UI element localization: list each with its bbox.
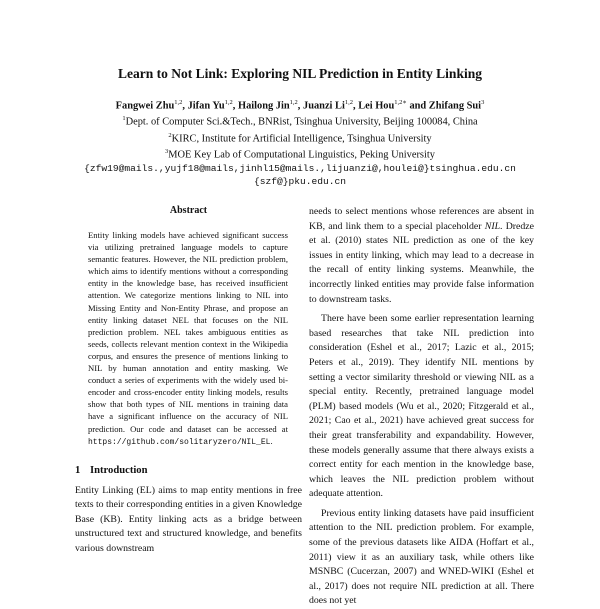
section-number: 1 (75, 464, 81, 476)
affiliation-text: Dept. of Computer Sci.&Tech., BNRist, Tsinghua University, Beijing 100084, China (125, 116, 478, 128)
author-sup: 1,2 (289, 99, 298, 106)
author-sup: 1,2 (224, 99, 233, 106)
body-paragraph: There have been some earlier representation learning based researches that take NIL prediction into consideration (Eshel et al., 2017; Lazic et al., 2015; Peters et al., 2019). They identify NIL mentions by setting a vector similarity threshold or viewing NIL as a special entity. Recently, pretrained language model (PLM) based models (Wu et al., 2020; Fitzgerald et al., 2021; Cao et al., 2021) have achieved great success for their great transferability and expandability. However, these models generally assume that there always exists a correct entity for each mention in the knowledge base, which leaves the NIL prediction problem without adequate attention. (309, 313, 534, 500)
body-text: needs to select mentions whose references are absent in KB, and link them to a special placeholder (309, 206, 534, 232)
affiliation-sup: 3 (165, 148, 169, 156)
section-title: Introduction (90, 464, 148, 476)
author-name: Fangwei Zhu (115, 100, 175, 112)
abstract-url[interactable]: https://github.com/solitaryzero/NIL_EL (88, 437, 271, 447)
author-name: Jifan Yu (187, 100, 225, 112)
author-list: Fangwei Zhu$^{1,2}$, Jifan Yu$^{1,2}$, Hailong Jin$^{1,2}$, Juanzi Li$^{1,2}$, Lei Hou$^{1,2∗}$ and Zhifang Sui$^3$ (115, 99, 485, 112)
email-line: {zfw19@mails.,yujf18@mails,jinhl15@mails.,lijuanzi@,houlei@}tsinghua.edu.cn (84, 162, 516, 174)
affiliation-text: KIRC, Institute for Artificial Intelligence, Tsinghua University (171, 133, 432, 145)
author-sup: 1,2 (344, 99, 353, 106)
abstract-heading: Abstract (169, 205, 208, 216)
intro-paragraph: Entity Linking (EL) aims to map entity mentions in free texts to their corresponding entities in a given Knowledge Base (KB). Entity linking acts as a bridge between unstructured text and structured knowledge, and benefits various downstream (75, 484, 302, 555)
author-name: Zhifang Sui (428, 100, 482, 112)
author-name: Lei Hou (358, 100, 395, 112)
nil-term: NIL (484, 220, 501, 232)
author-name: Juanzi Li (303, 100, 345, 112)
author-sup: 3 (481, 99, 485, 106)
affiliation-sup: 1 (122, 115, 126, 123)
abstract-text: Entity linking models have achieved significant success via utilizing pretrained language models to capture semantic features. However, the NIL prediction problem, which aims to identify mentions without a corresponding entity in the knowledge base, has received insufficient attention. We categorize mentions linking to NIL into Missing Entity and Non-Entity Phrase, and propose an entity linking dataset NEL that focuses on the NIL prediction problem. NEL takes ambiguous entities as seeds, collects relevant mention context in the Wikipedia corpus, and ensures the presence of mentions linking to NIL by human annotation and entity masking. We conduct a series of experiments with the widely used bi-encoder and cross-encoder entity linking models, results show that both types of NIL mentions in training data have a significant influence on the accuracy of NIL prediction. Our code and dataset can be accessed at (88, 230, 288, 434)
body-paragraph: Previous entity linking datasets have paid insufficient attention to the NIL prediction problem. For example, some of the previous datasets like AIDA (Hoffart et al., 2011) view it as an auxiliary task, while others like MSNBC (Cucerzan, 2007) and WNED-WIKI (Eshel et al., 2017) does not require NIL prediction at all. There does not yet (309, 507, 534, 607)
affiliation-sup: 2 (168, 131, 172, 139)
author-sup: 1,2∗ (394, 99, 407, 106)
author-sup: 1,2 (174, 99, 183, 106)
abstract-end: . (270, 435, 273, 446)
paper-title: Learn to Not Link: Exploring NIL Prediction in Entity Linking (118, 66, 482, 81)
abstract-body (88, 229, 288, 449)
affiliation-text: MOE Key Lab of Computational Linguistics, Peking University (168, 149, 435, 161)
author-name: Hailong Jin (237, 100, 290, 112)
affiliation (0, 129, 600, 145)
affiliation (0, 112, 600, 128)
body-text: . Dredze et al. (2010) states NIL prediction as one of the key issues in entity linking, which may lead to a decrease in the recall of entity linking systems. Meanwhile, the incorrectly linked entities may provide false information to downstream tasks. (309, 220, 534, 305)
body-paragraph (309, 205, 534, 307)
left-column (75, 205, 302, 600)
author-block (0, 96, 600, 188)
right-column (309, 205, 534, 607)
section-heading (75, 465, 302, 476)
email-line: {szf@}pku.edu.cn (253, 175, 347, 187)
affiliation (0, 145, 600, 161)
